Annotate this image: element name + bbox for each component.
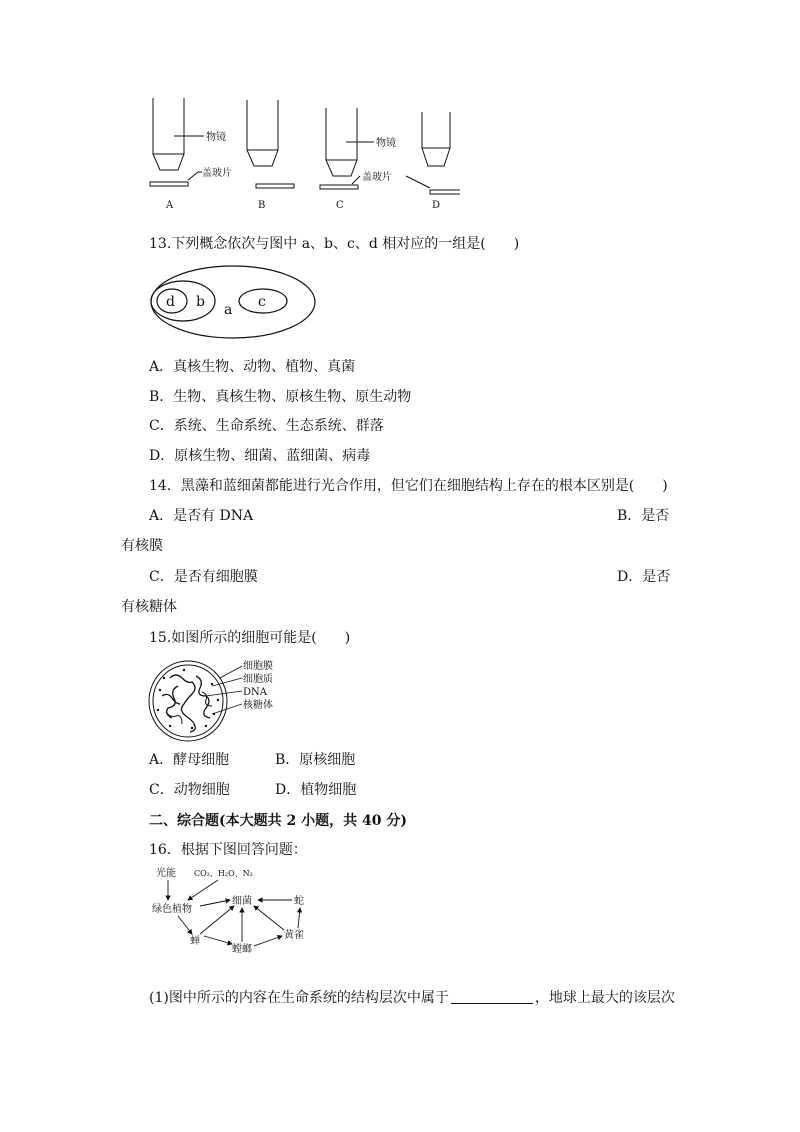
q16-stem: 16．根据下图回答问题： [149,842,307,858]
node-oriole: 黄雀 [284,930,304,941]
q13-stem: 13.下列概念依次与图中 a、b、c、d 相对应的一组是( ) [149,236,520,252]
q15-option-b: B．原核细胞 [275,752,356,768]
q14-option-b-wrap: 有核膜 [121,538,163,554]
ellipse-a [151,266,315,338]
q15-option-c: C．动物细胞 [149,782,230,798]
cell-membrane [149,661,227,741]
panel-label-c: C [336,200,344,211]
node-mantis: 螳螂 [232,944,252,955]
objective-d [422,112,450,166]
q13-option-a: A．真核生物、动物、植物、真菌 [149,359,356,375]
q16-food-web-diagram [148,864,318,958]
q14-stem: 14．黑藻和蓝细菌都能进行光合作用，但它们在细胞结构上存在的根本区别是( ) [149,478,668,494]
label-coverslip-cd: 盖玻片 [362,172,392,183]
answer-blank[interactable] [451,989,533,1004]
cell-label-cytoplasm: 细胞质 [243,674,273,685]
q13-option-d: D．原核生物、细菌、蓝细菌、病毒 [149,448,371,464]
panel-label-b: B [258,200,266,211]
cell-label-dna: DNA [243,687,267,698]
objective-a [153,98,184,170]
node-bacteria: 细菌 [232,896,252,907]
node-snake: 蛇 [294,896,304,907]
objective-b [247,100,278,166]
node-cicada: 蝉 [190,936,200,947]
panel-label-d: D [432,200,441,211]
q15-option-d: D．植物细胞 [275,782,357,798]
label-objective-cd: 物镜 [376,138,396,149]
slide-d [430,190,460,194]
section-2-heading: 二、综合题(本大题共 2 小题，共 40 分) [149,813,407,829]
cell-label-membrane: 细胞膜 [243,661,273,672]
slide-c [320,185,358,189]
q13-venn-diagram [148,264,318,348]
q13-option-b: B．生物、真核生物、原核生物、原生动物 [149,389,412,405]
q14-option-b-start: B．是否 [617,508,670,524]
label-coverslip-ab: 盖玻片 [202,168,232,179]
cell-label-ribosome: 核糖体 [243,700,273,711]
q16-sub1-start: (1)图中所示的内容在生命系统的结构层次中属于 [149,990,449,1006]
q14-option-a: A．是否有 DNA [149,508,254,524]
slide-a [150,182,188,186]
microscope-figure [140,92,460,214]
label-d: d [166,294,175,310]
panel-label-a: A [166,200,174,211]
label-c: c [258,294,266,310]
label-objective-ab: 物镜 [206,132,226,143]
q16-sub1-end: ，地球上最大的该层次 [534,990,675,1006]
q16-sub1 [149,988,675,1008]
label-b: b [196,294,205,310]
q14-option-d-start: D．是否 [617,569,671,585]
q15-option-a: A．酵母细胞 [149,752,230,768]
cell-dna [162,675,210,732]
node-light: 光能 [156,868,176,879]
node-plant: 绿色植物 [152,904,192,915]
q14-option-c: C．是否有细胞膜 [149,569,258,585]
node-inorganic: CO₂、H₂O、N₂ [194,869,253,878]
q15-cell-diagram [148,656,288,744]
slide-b [256,184,294,188]
label-a: a [224,302,233,318]
q13-option-c: C．系统、生命系统、生态系统、群落 [149,418,384,434]
q14-option-d-wrap: 有核糖体 [121,599,177,615]
ellipse-b [151,281,215,321]
q15-stem: 15.如图所示的细胞可能是( ) [149,630,351,646]
